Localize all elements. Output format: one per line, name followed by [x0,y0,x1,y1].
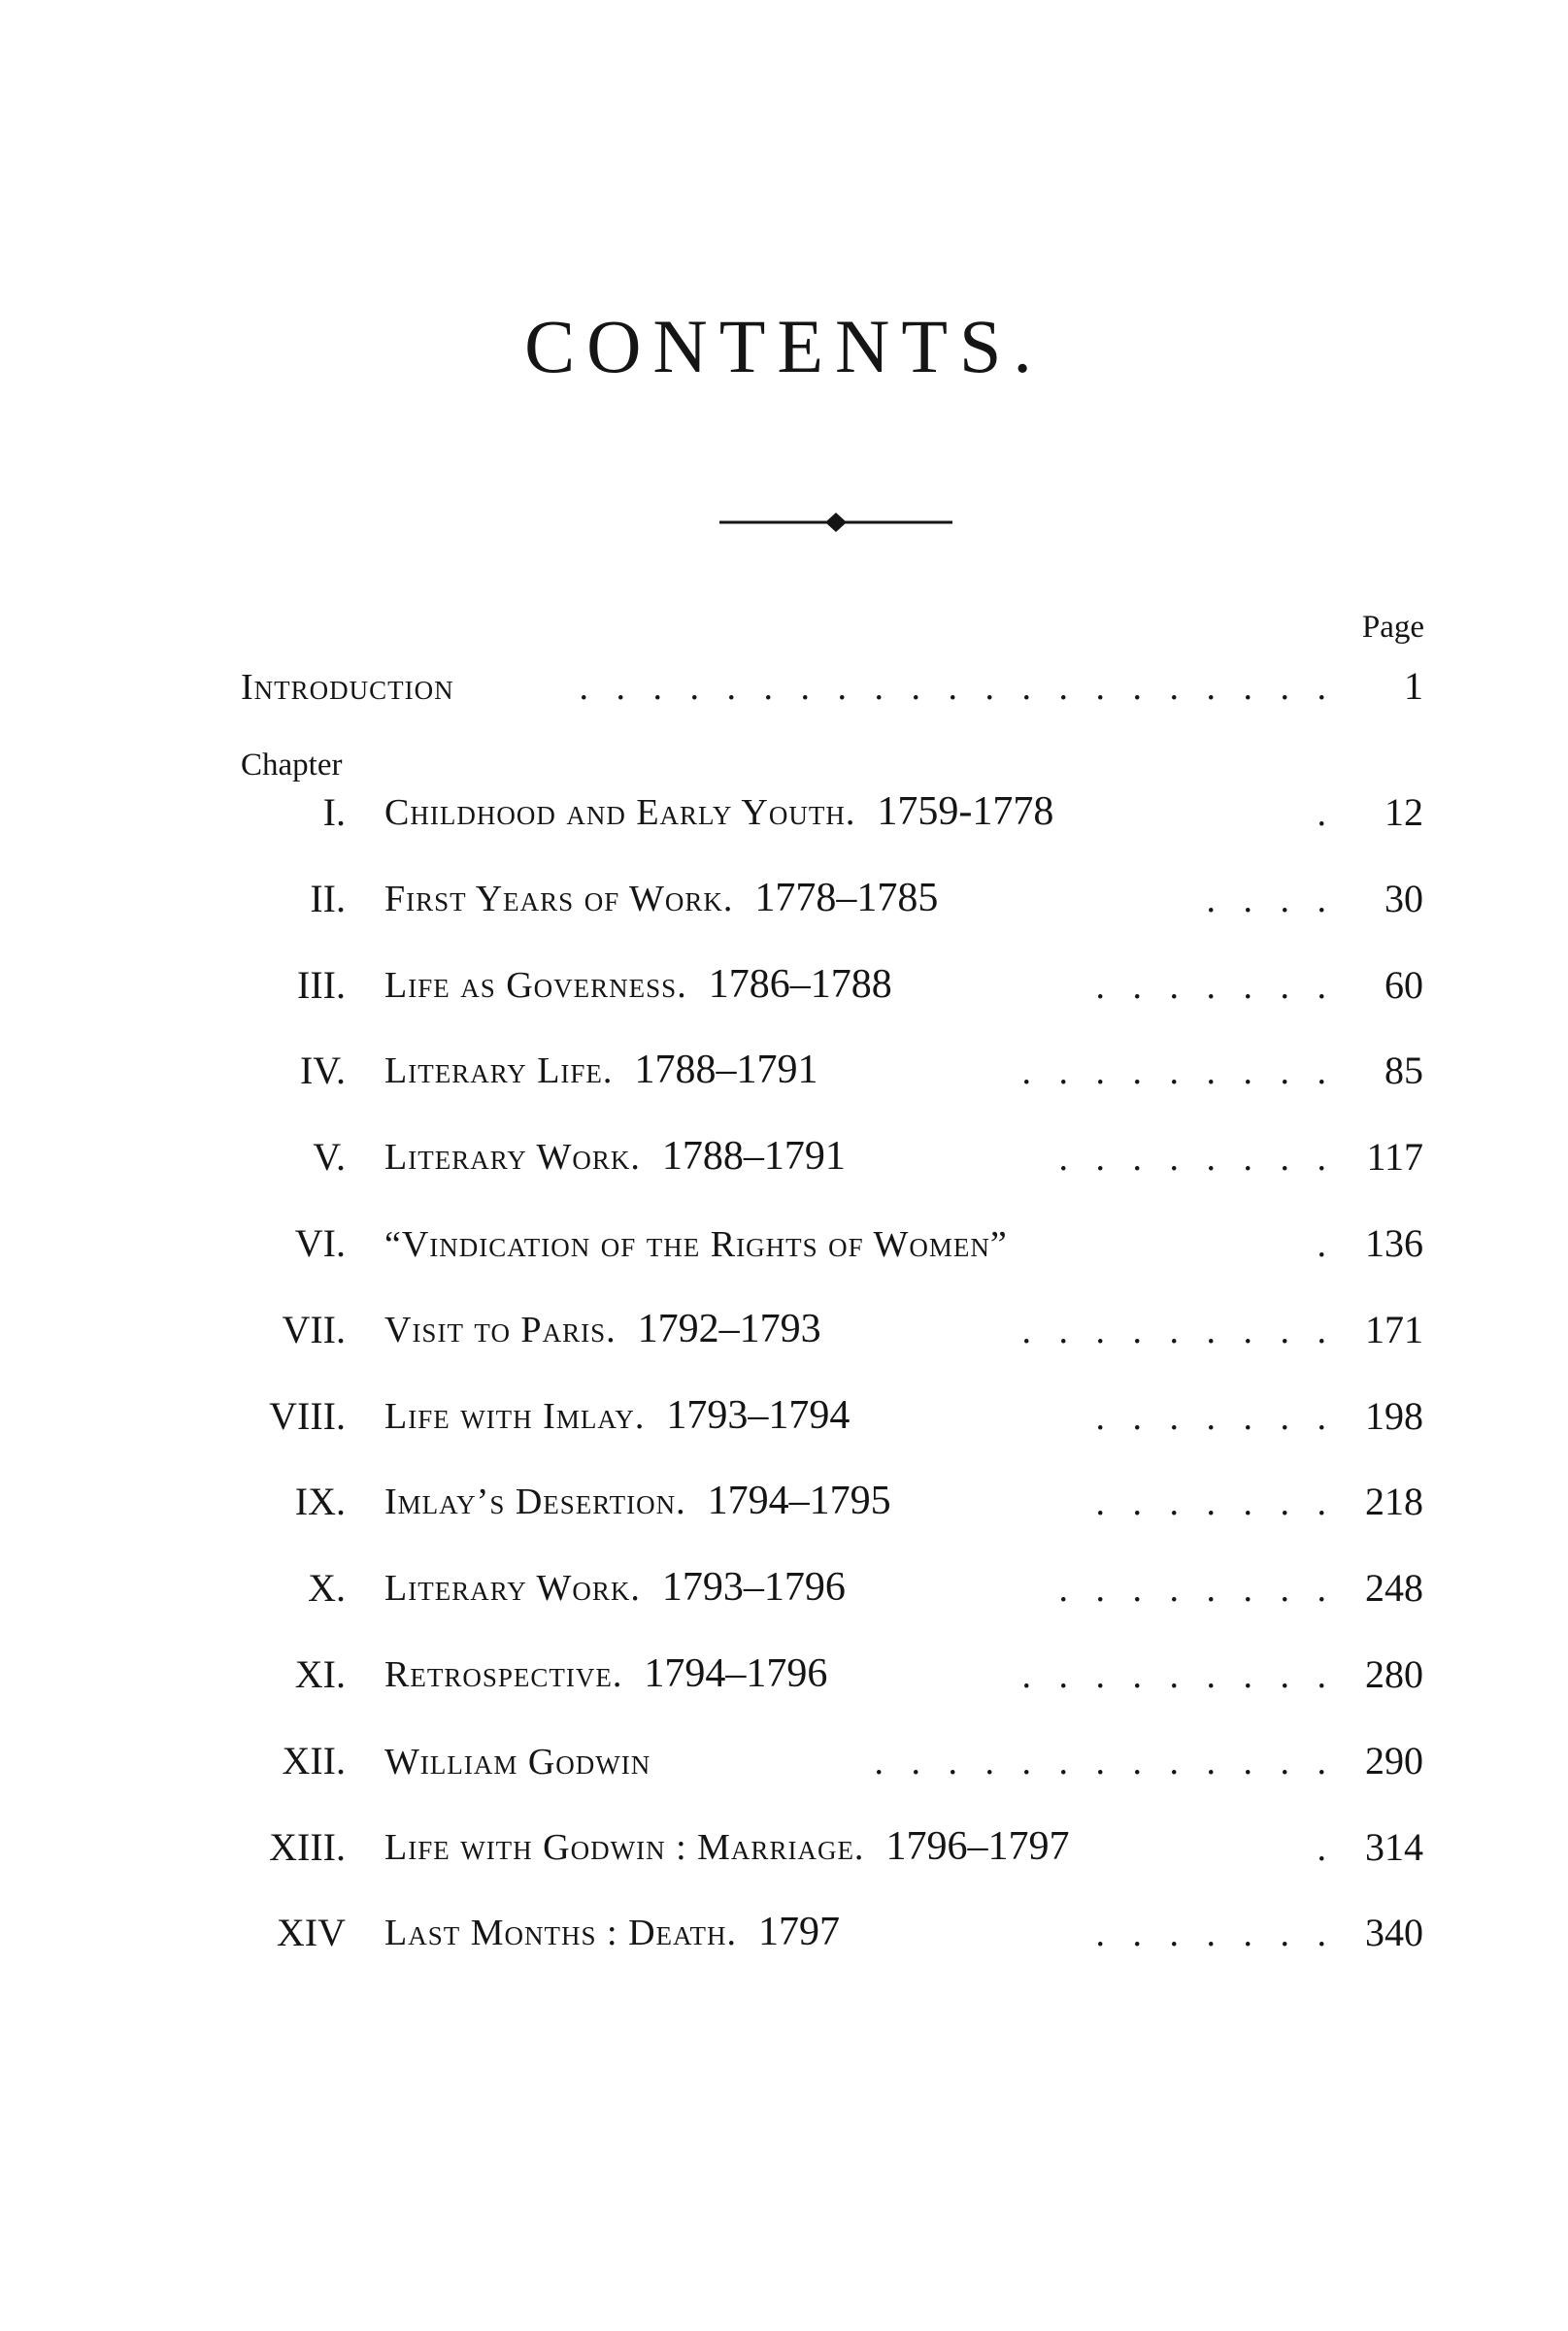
chapter-row [241,1812,1423,1880]
chapter-column-label: Chapter [241,748,343,783]
leader-dots: . [1317,793,1326,834]
chapter-numeral: X. [308,1566,346,1611]
chapter-row [241,1897,1423,1965]
chapter-title-line [384,961,892,1008]
chapter-years: 1796–1797 [885,1823,1070,1869]
chapter-page: 136 [1365,1221,1423,1265]
leader-dots: . . . . . . . [1095,965,1326,1007]
chapter-numeral: XII. [282,1738,346,1782]
chapter-row [241,1725,1423,1793]
chapter-title: Life with Imlay. [384,1395,646,1437]
leader-dots: . . . . . . . [1095,1396,1326,1438]
chapter-title-line [384,1909,840,1955]
chapter-row [241,1035,1423,1103]
chapter-row [241,1639,1423,1707]
chapter-title-line [384,875,938,921]
chapter-years: 1797 [758,1910,841,1955]
chapter-page: 85 [1385,1049,1423,1093]
chapter-numeral: IX. [294,1480,346,1524]
chapter-title: “Vindication of the Rights of Women” [384,1224,1008,1265]
chapter-page: 117 [1366,1135,1423,1180]
leader-dots: . . . . . . . [1095,1482,1326,1524]
chapter-title-line [384,1741,651,1783]
page-column-label: Page [1361,610,1424,645]
chapter-title-line [384,1047,817,1093]
chapter-years: 1793–1794 [666,1392,851,1438]
chapter-row [241,1294,1423,1362]
chapter-title: First Years of Work. [384,878,734,919]
chapter-years: 1786–1788 [708,961,892,1007]
leader-dots: . . . . . . . . . . . . . [874,1741,1326,1782]
chapter-title: Life with Godwin : Marriage. [384,1826,865,1868]
chapter-row [241,863,1423,931]
introduction-row [241,650,1423,718]
chapter-title-line [384,1564,846,1611]
chapter-numeral: XI. [294,1652,346,1696]
leader-dots: . . . . [1206,879,1326,920]
chapter-row [241,1552,1423,1620]
chapter-title: Visit to Paris. [384,1309,617,1350]
introduction-title: Introduction [241,667,454,708]
chapter-page: 198 [1365,1393,1423,1438]
chapter-page: 218 [1365,1480,1423,1524]
chapter-numeral: II. [310,876,346,920]
chapter-numeral: III. [297,962,346,1007]
chapter-page: 314 [1365,1824,1423,1869]
chapter-numeral: IV. [299,1049,346,1093]
chapter-title-line [384,1650,827,1697]
chapter-page: 12 [1385,790,1423,834]
chapter-years: 1788–1791 [634,1048,818,1093]
leader-dots: . [1317,1224,1326,1265]
chapter-row [241,777,1423,845]
chapter-row [241,1466,1423,1534]
chapter-title: Last Months : Death. [384,1913,738,1954]
chapter-title-line [384,1133,846,1180]
chapter-title: Life as Governess. [384,964,687,1006]
chapter-page: 340 [1365,1911,1423,1955]
chapter-page: 248 [1365,1566,1423,1611]
chapter-page: 171 [1365,1307,1423,1351]
chapter-row [241,949,1423,1017]
chapter-row [241,1208,1423,1276]
chapter-years: 1792–1793 [637,1306,821,1351]
leader-dots: . . . . . . . . . [1021,1051,1326,1093]
chapter-numeral: XIII. [269,1824,346,1869]
chapter-title-line [384,1306,821,1352]
chapter-title: William Godwin [384,1741,651,1782]
chapter-title: Childhood and Early Youth. [384,792,856,833]
chapter-row [241,1121,1423,1189]
leader-dots: . . . . . . . . [1058,1138,1326,1180]
chapter-years: 1788–1791 [661,1134,846,1180]
chapter-title: Literary Work. [384,1137,641,1179]
chapter-title-line [384,1223,1008,1266]
chapter-page: 280 [1365,1652,1423,1696]
chapter-page: 30 [1385,876,1423,920]
leader-dots: . [1317,1827,1326,1869]
chapter-title-line [384,1823,1069,1870]
chapter-years: 1759-1778 [877,789,1054,834]
chapter-row [241,1381,1423,1449]
chapter-years: 1794–1795 [707,1479,891,1524]
chapter-numeral: XIV [276,1911,346,1955]
leader-dots: . . . . . . . [1095,1914,1326,1955]
chapter-numeral: I. [322,790,346,834]
leader-dots: . . . . . . . . . [1021,1310,1326,1351]
chapter-years: 1778–1785 [754,875,939,920]
chapter-title: Literary Work. [384,1568,641,1610]
chapter-page: 290 [1365,1738,1423,1782]
leader-dots: . . . . . . . . . . . . . . . . . . . . . [579,667,1326,708]
ornament-rule [719,511,952,534]
chapter-page: 60 [1385,962,1423,1007]
leader-dots: . . . . . . . . [1058,1569,1326,1611]
leader-dots: . . . . . . . . . [1021,1655,1326,1696]
chapter-numeral: V. [313,1135,346,1180]
chapter-years: 1793–1796 [661,1565,846,1611]
introduction-page: 1 [1404,664,1423,708]
chapter-numeral: VII. [282,1307,346,1351]
chapter-title: Literary Life. [384,1050,614,1092]
chapter-title-line [384,788,1053,835]
chapter-title: Imlay’s Desertion. [384,1482,686,1523]
chapter-numeral: VI. [294,1221,346,1265]
page-title: CONTENTS. [524,304,1044,388]
chapter-numeral: VIII. [269,1393,346,1438]
chapter-title: Retrospective. [384,1654,623,1695]
chapter-title-line [384,1478,891,1524]
chapter-years: 1794–1796 [644,1651,828,1696]
chapter-title-line [384,1392,850,1439]
